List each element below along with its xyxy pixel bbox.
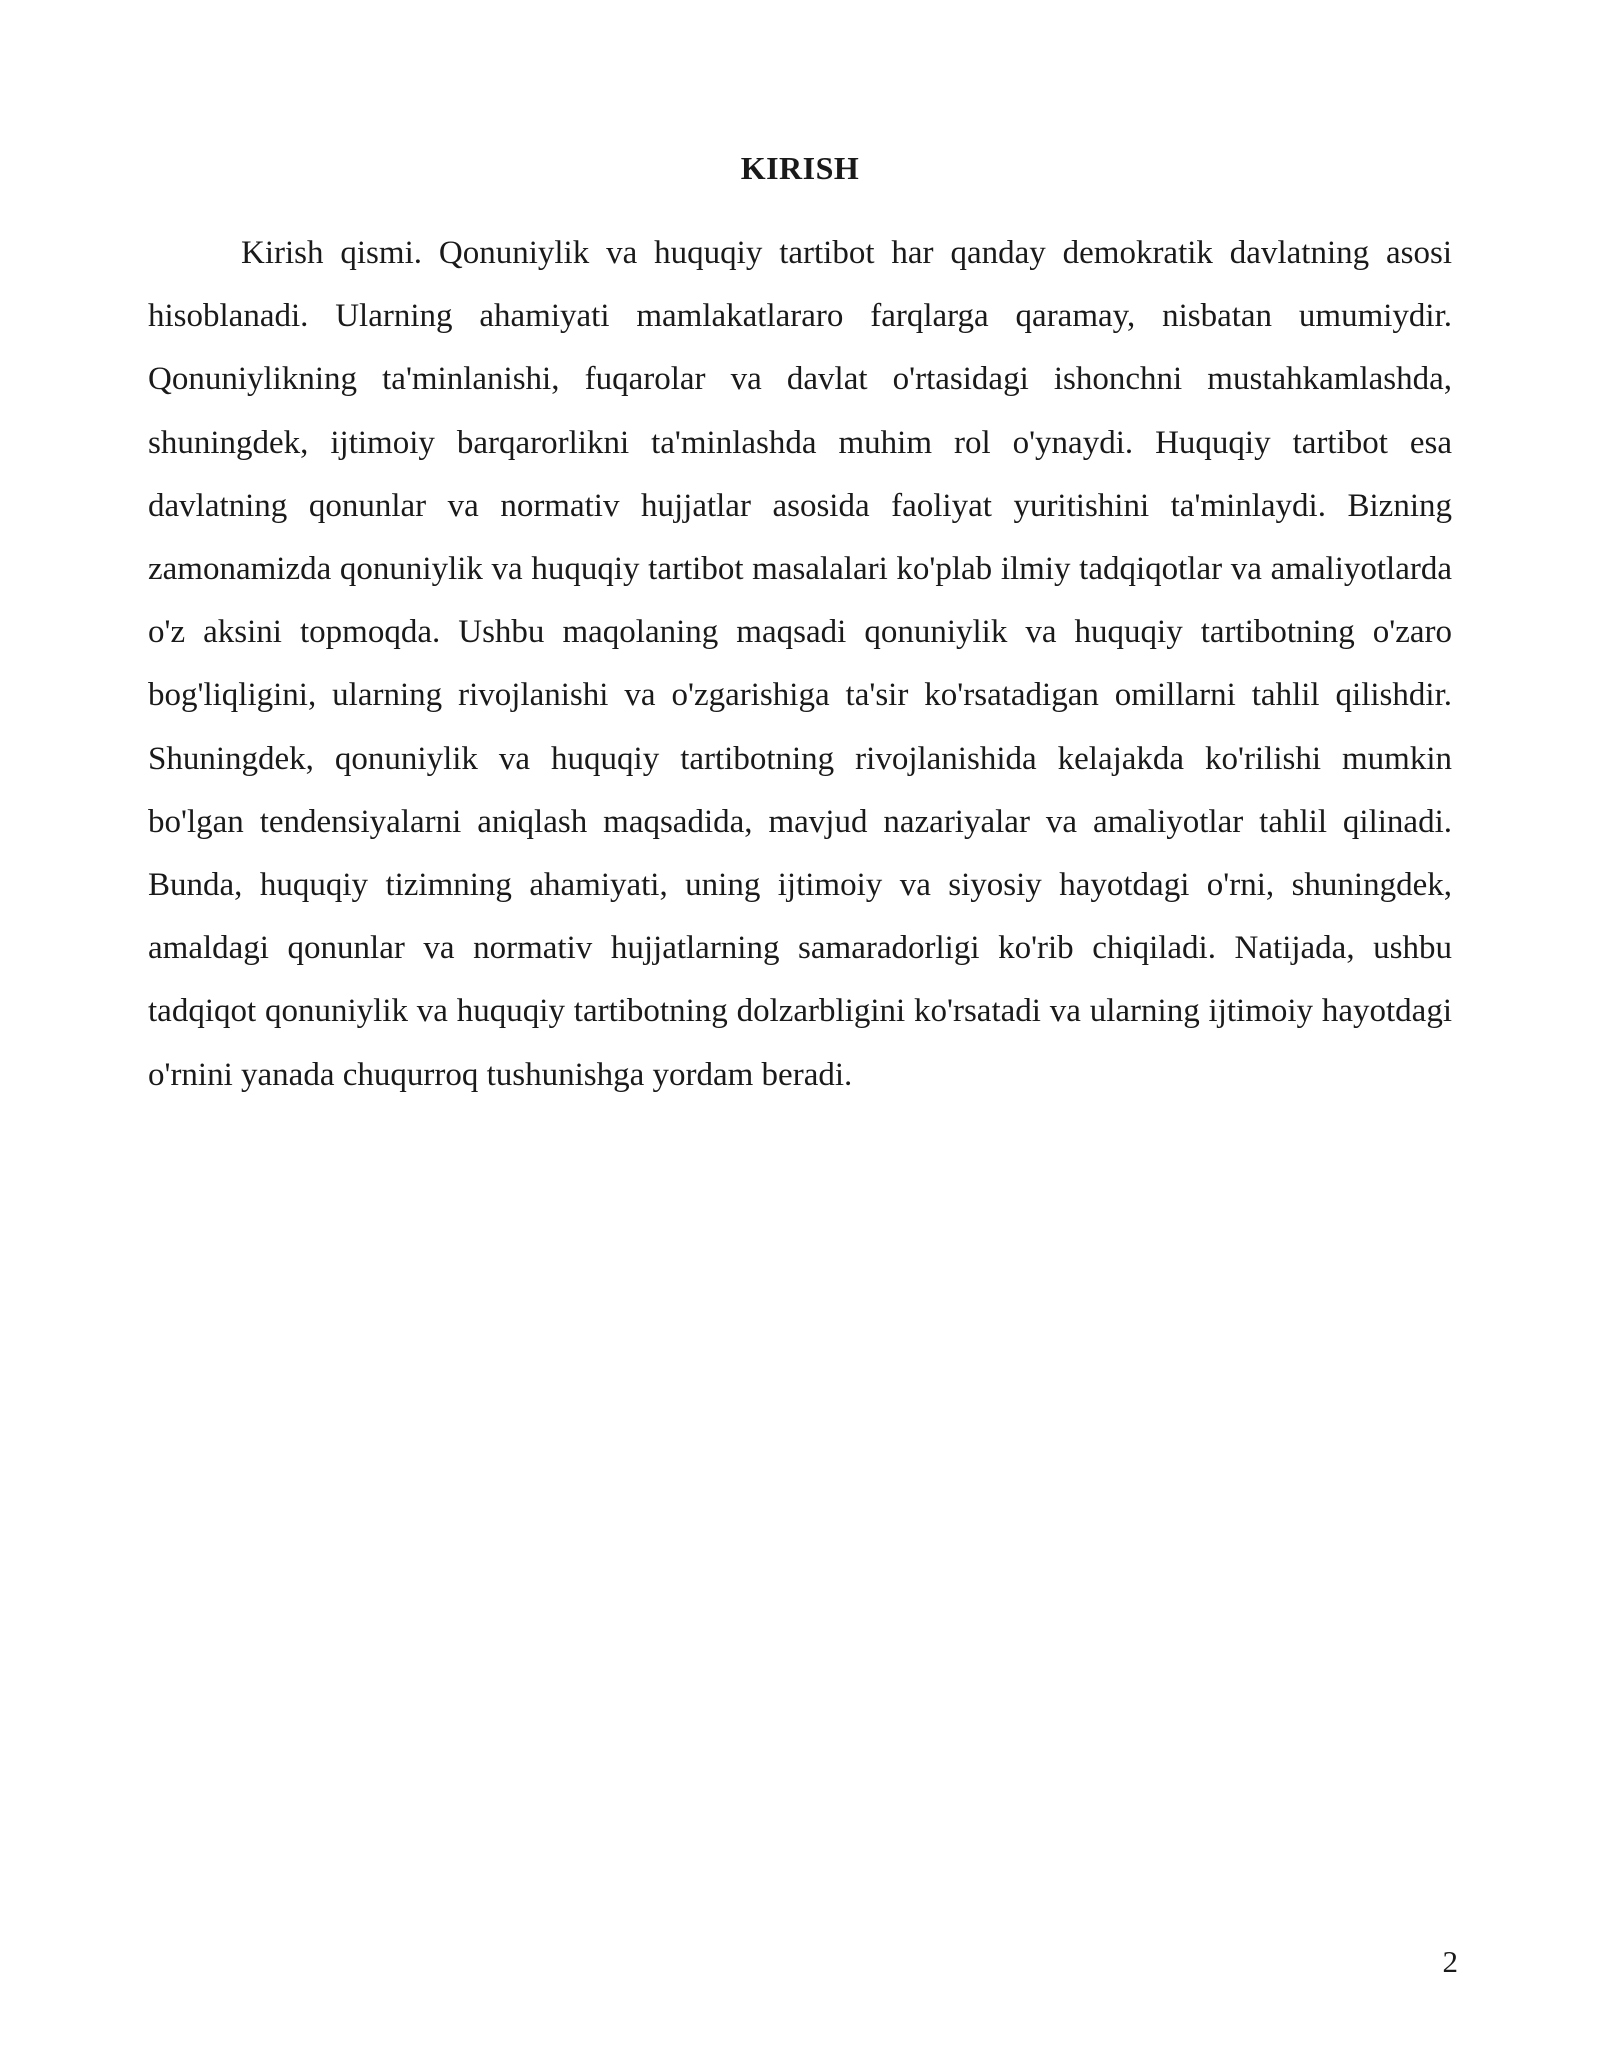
body-paragraph: Kirish qismi. Qonuniylik va huquqiy tartibot har qanday demokratik davlatning asosi hisoblanadi. Ularning ahamiyati mamlakatlararo farqlarga qaramay, nisbatan umumiydir. Qonuniylikning ta'minlanishi, fuqarolar va davlat o'rtasidagi ishonchni mustahkamlashda, shuningdek, ijtimoiy barqarorlikni ta'minlashda muhim rol o'ynaydi. Huquqiy tartibot esa davlatning qonunlar va normativ hujjatlar asosida faoliyat yuritishini ta'minlaydi. Bizning zamonamizda qonuniylik va huquqiy tartibot masalalari ko'plab ilmiy tadqiqotlar va amaliyotlarda o'z aksini topmoqda. Ushbu maqolaning maqsadi qonuniylik va huquqiy tartibotning o'zaro bog'liqligini, ularning rivojlanishi va o'zgarishiga ta'sir ko'rsatadigan omillarni tahlil qilishdir. Shuningdek, qonuniylik va huquqiy tartibotning rivojlanishida kelajakda ko'rilishi mumkin bo'lgan tendensiyalarni aniqlash maqsadida, mavjud nazariyalar va amaliyotlar tahlil qilinadi. Bunda, huquqiy tizimning ahamiyati, uning ijtimoiy va siyosiy hayotdagi o'rni, shuningdek, amaldagi qonunlar va normativ hujjatlarning samaradorligi ko'rib chiqiladi. Natijada, ushbu tadqiqot qonuniylik va huquqiy tartibotning dolzarbligini ko'rsatadi va ularning ijtimoiy hayotdagi o'rnini yanada chuqurroq tushunishga yordam beradi. bbox=[148, 235, 1452, 1093]
page-number: 2 bbox=[1442, 1944, 1458, 1979]
section-heading: KIRISH bbox=[740, 150, 860, 186]
